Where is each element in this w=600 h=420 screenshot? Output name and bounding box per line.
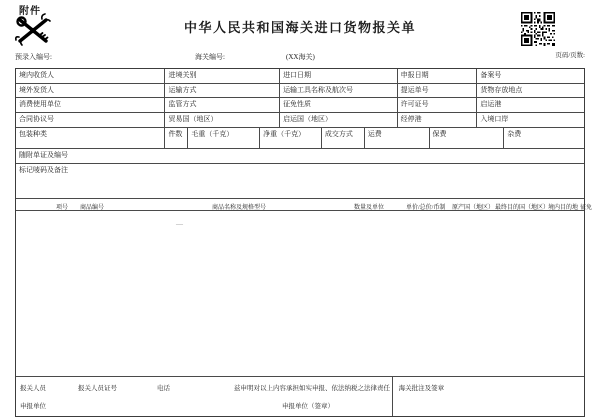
- declarant-id-label: 报关人员证号: [78, 385, 117, 392]
- goods-table-body: [16, 211, 584, 377]
- cell-import-date: 进口日期: [280, 69, 398, 83]
- footer-declarant-section: [16, 377, 393, 416]
- cell-accompanying-documents: 随附单证及编号: [19, 151, 68, 159]
- col-quantity-unit: 数量及单位: [354, 205, 385, 211]
- cell-supervision-mode: 监管方式: [165, 98, 280, 112]
- declaration-statement: 兹申明对以上内容承担如实申报、依法纳税之法律责任: [234, 385, 390, 392]
- cell-transaction-mode: 成交方式: [322, 128, 365, 148]
- page-title: 中华人民共和国海关进口货物报关单: [183, 20, 416, 35]
- attachment-label: 附件: [19, 6, 41, 17]
- cell-contract-agreement-number: 合同协议号: [16, 113, 165, 127]
- cell-domestic-consignee: 境内收货人: [16, 69, 165, 83]
- phone-label: 电话: [157, 385, 170, 392]
- cell-declaration-date: 申报日期: [398, 69, 478, 83]
- cell-overseas-consignor: 境外发货人: [16, 84, 165, 97]
- qr-code-icon: [520, 12, 556, 46]
- col-commodity-name-spec: 商品名称及规格型号: [212, 205, 267, 211]
- cell-license-number: 许可证号: [398, 98, 478, 112]
- col-origin-country: 原产国（地区）: [452, 205, 495, 211]
- page-count-label: 页码/页数:: [555, 52, 585, 59]
- cell-trade-country: 贸易国（地区）: [165, 113, 280, 127]
- customs-number-label: 海关编号:: [195, 53, 225, 61]
- pre-entry-number-label: 预录入编号:: [15, 53, 52, 61]
- cell-bill-of-lading-number: 提运单号: [398, 84, 478, 97]
- customs-office-value: (XX海关): [286, 53, 315, 61]
- cell-transit-port: 经停港: [398, 113, 478, 127]
- cell-transport-mode: 运输方式: [165, 84, 280, 97]
- customs-endorsement-label: 海关批注及签章: [398, 385, 445, 392]
- cell-gross-weight: 毛重（千克）: [188, 128, 260, 148]
- goods-table-header: [16, 199, 593, 211]
- declarant-label: 报关人员: [20, 385, 46, 392]
- form-row-6: [16, 149, 584, 164]
- cell-marks-and-remarks: 标记唛码及备注: [19, 166, 68, 174]
- col-commodity-code: 商品编号: [80, 205, 105, 211]
- cell-freight: 运费: [365, 128, 430, 148]
- cell-packing-type: 包装种类: [16, 128, 165, 148]
- form-row-7: [16, 164, 584, 199]
- cell-record-number: 备案号: [480, 71, 502, 79]
- declaring-unit-label: 申报单位: [20, 403, 46, 410]
- form-row-5: [16, 128, 584, 149]
- cell-misc-fees: 杂费: [507, 130, 522, 138]
- cell-net-weight: 净重（千克）: [260, 128, 322, 148]
- footer-customs-endorsement-section: [393, 377, 584, 416]
- cell-piece-count: 件数: [165, 128, 188, 148]
- cell-consumption-use-unit: 消费使用单位: [16, 98, 165, 112]
- col-unit-price-total-currency: 单价/总价/币制: [406, 205, 446, 211]
- col-levy-exemption: 征免: [580, 205, 593, 211]
- col-final-destination-country: 最终目的国（地区）: [495, 205, 550, 211]
- col-item-number: 项号: [56, 205, 69, 211]
- col-domestic-destination: 境内目的地: [548, 205, 579, 211]
- declaring-unit-seal-label: 申报单位（签章）: [282, 403, 334, 410]
- cell-insurance-fee: 保费: [430, 128, 505, 148]
- cell-levy-exemption-nature: 征免性质: [280, 98, 398, 112]
- declaration-form-table: [15, 68, 593, 417]
- cell-goods-storage-place: 货物存放地点: [480, 86, 523, 94]
- empty-row-mark: —: [176, 220, 183, 228]
- cell-transport-name-voyage: 运输工具名称及航次号: [280, 84, 398, 97]
- cell-departure-country: 启运国（地区）: [280, 113, 398, 127]
- cell-entry-port: 入境口岸: [480, 115, 509, 123]
- form-row-2: [16, 84, 584, 98]
- form-row-4: [16, 113, 584, 128]
- cell-departure-port: 启运港: [480, 100, 502, 108]
- cell-entry-customs: 进境关别: [165, 69, 280, 83]
- form-row-1: [16, 69, 584, 84]
- form-footer-row: [16, 377, 584, 416]
- form-row-3: [16, 98, 584, 113]
